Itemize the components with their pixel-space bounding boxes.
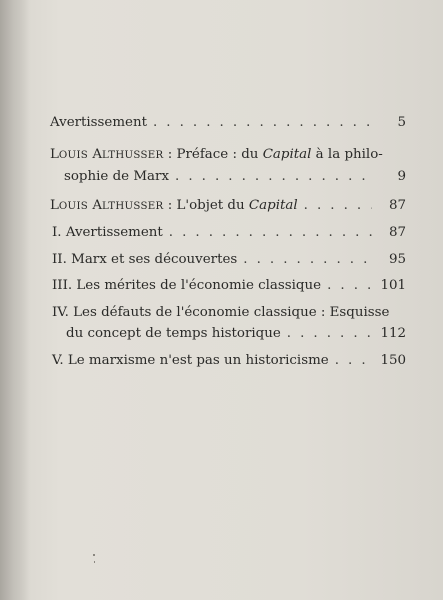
- dot-leader: [287, 323, 372, 345]
- book-spine-shadow: [0, 0, 30, 600]
- title-emphasis: Capital: [248, 197, 298, 213]
- toc-row-continuation: [50, 166, 406, 188]
- author-first-initial: L: [50, 197, 59, 213]
- section-numeral: IV.: [52, 304, 69, 320]
- toc-row: [50, 144, 406, 167]
- section-title: Avertissement: [65, 225, 163, 240]
- page-number: 95: [388, 251, 406, 267]
- entry-title: [52, 249, 237, 271]
- toc-entry-section-iii: [50, 275, 406, 297]
- author-first-rest: OUIS: [58, 200, 89, 212]
- dot-leader: [169, 222, 372, 244]
- page-number: 112: [380, 326, 406, 341]
- title-emphasis: Capital: [262, 146, 312, 162]
- toc-entry-preface: [50, 144, 406, 188]
- page-number: 5: [397, 115, 406, 130]
- toc-row: [50, 195, 406, 218]
- dot-leader: [153, 112, 372, 134]
- toc-row-continuation: [52, 323, 406, 345]
- toc-row: [52, 222, 406, 244]
- toc-entry-section-i: [50, 222, 406, 244]
- entry-title-line2: sophie de Marx: [64, 169, 169, 184]
- section-numeral: V.: [52, 352, 64, 368]
- section-title: Marx et ses découvertes: [71, 251, 238, 267]
- section-numeral: III.: [52, 278, 73, 293]
- paper-speck: [93, 554, 95, 556]
- author-last-initial: A: [92, 197, 102, 213]
- page-number: 101: [380, 278, 406, 293]
- toc-entry-objet-du-capital: [50, 195, 406, 218]
- toc-row: [50, 112, 406, 134]
- paper-speck: [94, 561, 95, 563]
- dot-leader: [243, 249, 372, 271]
- section-title-line2: du concept de temps historique: [66, 326, 281, 341]
- toc-entry-section-ii: [50, 249, 406, 271]
- page-number: 9: [397, 169, 406, 184]
- entry-title: [52, 222, 163, 244]
- toc-row: [52, 249, 406, 271]
- section-numeral: I.: [52, 225, 62, 240]
- entry-title: [52, 275, 321, 297]
- entry-title-line1: [52, 302, 389, 324]
- toc-entry-section-v: [50, 350, 406, 372]
- title-pre: : Préface : du: [163, 146, 263, 162]
- author-first-rest: OUIS: [58, 149, 89, 161]
- dot-leader: [304, 195, 372, 217]
- author-last-rest: LTHUSSER: [102, 149, 164, 161]
- entry-title-line1: [50, 144, 383, 167]
- toc-entry-section-iv: [50, 302, 406, 345]
- page-number: 87: [388, 197, 406, 213]
- author-name: [50, 198, 163, 213]
- entry-title: [50, 195, 298, 218]
- author-last-initial: A: [92, 146, 102, 162]
- title-post: à la philo-: [311, 146, 383, 162]
- title-pre: : L'objet du: [163, 197, 249, 213]
- page-number: 87: [388, 225, 406, 240]
- entry-title: Avertissement: [50, 115, 147, 130]
- section-numeral: II.: [52, 251, 67, 267]
- dot-leader: [335, 350, 372, 372]
- toc-row: [52, 350, 406, 372]
- page-number: 150: [380, 352, 406, 368]
- section-title-line1: Les défauts de l'économie classique : Esquisse: [73, 304, 390, 320]
- author-name: [50, 147, 163, 162]
- section-title: Les mérites de l'économie classique: [76, 278, 322, 293]
- table-of-contents: [50, 112, 406, 371]
- author-last-rest: LTHUSSER: [102, 200, 164, 212]
- dot-leader: [175, 166, 372, 188]
- entry-title: [52, 350, 329, 372]
- toc-row: [52, 275, 406, 297]
- dot-leader: [327, 275, 372, 297]
- toc-row: [52, 302, 406, 324]
- author-first-initial: L: [50, 146, 59, 162]
- toc-entry-avertissement: [50, 112, 406, 134]
- section-title: Le marxisme n'est pas un historicisme: [67, 352, 329, 368]
